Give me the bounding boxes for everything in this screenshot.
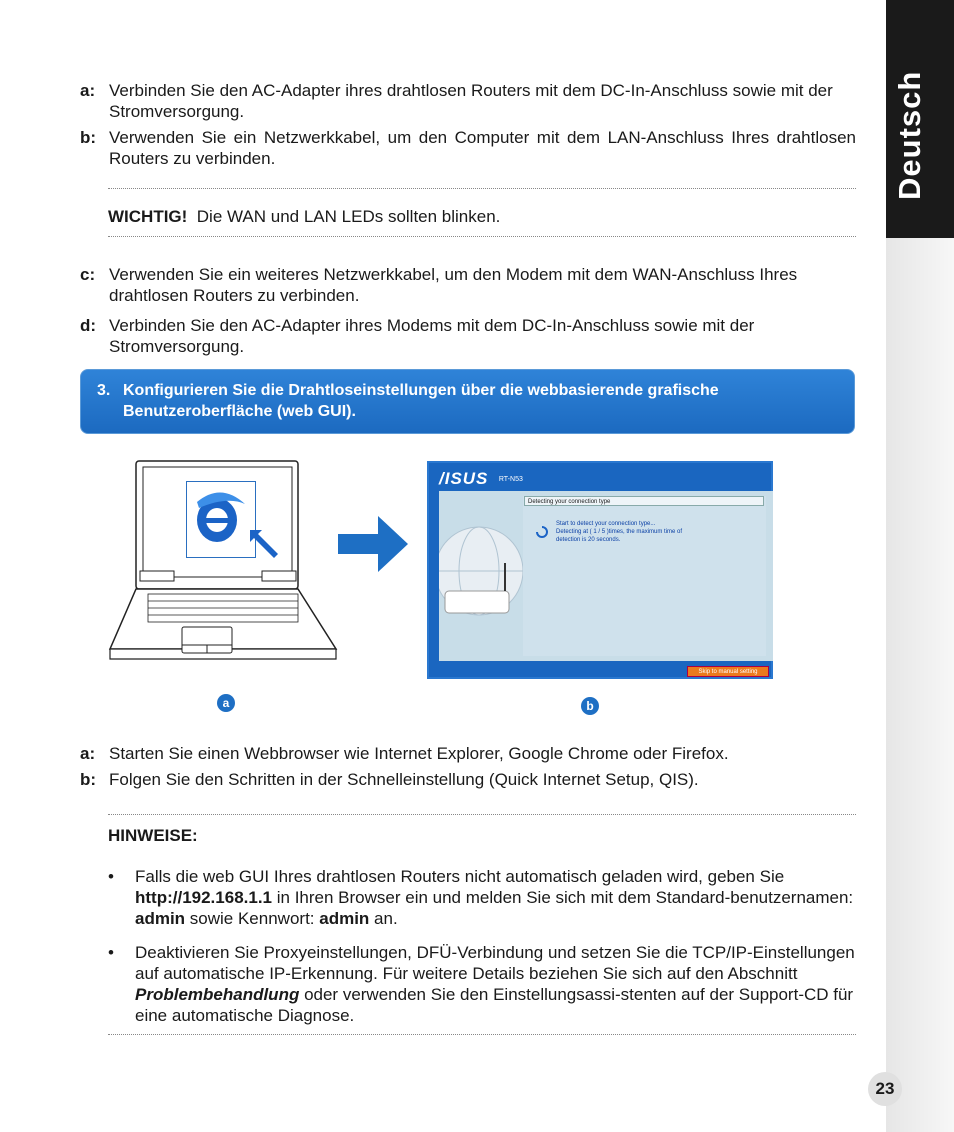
note-text: [135, 866, 858, 929]
bullet-marker: •: [108, 943, 114, 962]
dotted-divider: [108, 236, 856, 237]
router-gui-screenshot: [427, 461, 773, 679]
figure-label-b: b: [581, 697, 599, 715]
troubleshooting-ref: Problembehandlung: [135, 985, 300, 1004]
step-label: c:: [80, 265, 96, 284]
cursor-arrow-icon: [248, 526, 284, 562]
step-label: b:: [80, 128, 97, 147]
ie-icon-frame: [186, 481, 256, 558]
bullet-marker: •: [108, 867, 114, 886]
important-label: WICHTIG!: [108, 207, 188, 226]
router-url: http://192.168.1.1: [135, 888, 273, 907]
status-line: Start to detect your connection type...: [556, 521, 656, 527]
banner-text: Konfigurieren Sie die Drahtloseinstellungen über die webbasierende grafische Benutzeroberfläche (web GUI).: [123, 382, 719, 420]
default-username: admin: [135, 909, 186, 928]
text-run: in Ihren Browser ein und melden Sie sich mit dem Standard-benutzernamen:: [272, 888, 854, 907]
note-text: [135, 942, 858, 1026]
step-a-bottom: [80, 743, 856, 764]
figure-label-a: a: [217, 694, 235, 712]
step-label: a:: [80, 81, 96, 100]
step-text: Starten Sie einen Webbrowser wie Internet Explorer, Google Chrome oder Firefox.: [109, 744, 729, 763]
asus-logo: /ISUS: [439, 469, 489, 488]
right-arrow-icon: [338, 516, 410, 572]
model-name: RT-N53: [498, 476, 523, 483]
step-text: Verbinden Sie den AC-Adapter ihres drahtlosen Routers mit dem DC-In-Anschluss sowie mit der Stromversorgung.: [109, 81, 833, 121]
text-run: Deaktivieren Sie Proxyeinstellungen, DFÜ-Verbindung und setzen Sie die TCP/IP-Einstellungen auf automatische IP-Erkennung. Für weitere Details beziehen Sie sich auf den Abschnitt: [135, 943, 855, 983]
step-text: Folgen Sie den Schritten in der Schnelleinstellung (Quick Internet Setup, QIS).: [109, 770, 699, 789]
skip-manual-button[interactable]: Skip to manual setting: [687, 666, 769, 677]
step-text: Verwenden Sie ein Netzwerkkabel, um den Computer mit dem LAN-Anschluss Ihres drahtlosen Routers zu verbinden.: [109, 128, 856, 168]
dotted-divider: [108, 814, 856, 815]
note-item: [108, 942, 858, 1026]
screen-header: [439, 469, 523, 489]
step-b-bottom: [80, 769, 856, 790]
text-run: sowie Kennwort:: [185, 909, 320, 928]
text-run: an.: [369, 909, 398, 928]
default-password: admin: [319, 909, 370, 928]
text-run: oder verwenden Sie den Einstellungsassi-stenten auf der Support-CD für eine automatische Diagnose.: [135, 985, 854, 1025]
detection-status: [556, 520, 766, 544]
step-3-banner: [80, 369, 855, 434]
step-c: [80, 264, 856, 306]
loading-spinner-icon: [535, 525, 549, 539]
page-number: 23: [868, 1072, 902, 1106]
note-item: [108, 866, 858, 929]
step-label: b:: [80, 770, 97, 789]
step-label: a:: [80, 744, 96, 763]
step-text: Verbinden Sie den AC-Adapter ihres Modems mit dem DC-In-Anschluss sowie mit der Stromversorgung.: [109, 316, 755, 356]
panel-title: Detecting your connection type: [524, 496, 764, 506]
language-tab-label: [892, 140, 928, 200]
dotted-divider: [108, 188, 856, 189]
notes-title: HINWEISE:: [108, 826, 198, 845]
step-label: d:: [80, 316, 97, 335]
important-text: Die WAN und LAN LEDs sollten blinken.: [196, 207, 501, 226]
important-note: [108, 207, 500, 227]
globe-graphic: [439, 491, 525, 661]
banner-number: 3.: [97, 382, 111, 399]
step-d: [80, 315, 856, 357]
status-line: Detecting at ( 1 / 5 )times, the maximum time of: [556, 529, 683, 535]
status-line: detection is 20 seconds.: [556, 537, 621, 543]
browser-icon: [187, 482, 255, 557]
text-run: Falls die web GUI Ihres drahtlosen Routers nicht automatisch geladen wird, geben Sie: [135, 867, 785, 886]
step-b-top: [80, 127, 856, 169]
step-text: Verwenden Sie ein weiteres Netzwerkkabel, um den Modem mit dem WAN-Anschluss Ihres drahtlosen Routers zu verbinden.: [109, 265, 798, 305]
step-a-top: [80, 80, 856, 122]
dotted-divider: [108, 1034, 856, 1035]
